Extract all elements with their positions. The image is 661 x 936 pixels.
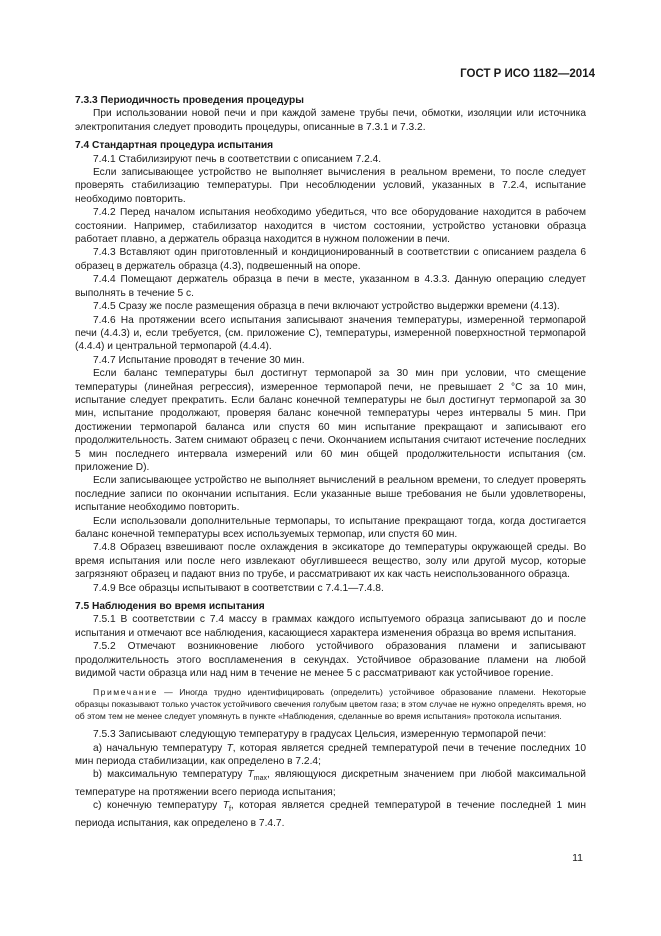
- heading-7-3-3: 7.3.3 Периодичность проведения процедуры: [75, 95, 304, 106]
- paragraph-7-4-3: 7.4.3 Вставляют один приготовленный и кондиционированный в соответствии с описанием раздела 6 образец в держатель образца (4.3), подвешенный на опоре.: [75, 247, 586, 272]
- document-header: ГОСТ Р ИСО 1182—2014: [460, 68, 595, 80]
- note: [75, 687, 586, 722]
- paragraph-7-4-9: 7.4.9 Все образцы испытывают в соответствии с 7.4.1—7.4.8.: [93, 582, 384, 594]
- item-b: [75, 768, 586, 799]
- item-c-sub: f: [228, 806, 231, 814]
- paragraph-7-3-3: При использовании новой печи и при каждой замене трубы печи, обмотки, изоляции или источника электропитания следует проводить процедуры, описанные в 7.3.1 и 7.3.2.: [75, 108, 586, 133]
- paragraph-7-4-7-b: Если баланс температуры был достигнут термопарой за 30 мин при условии, что смещение температуры (линейная регрессия), измеренное термопарой печи, не превышает 2 °С за 10 мин, испытание следует прекратить. Если баланс конечной температуры не был достигнут термопарой за 30 мин, испытание продолжают, проверяя баланс конечной температуры через интервалы 5 мин. При достижении термопарой баланса или спустя 60 мин испытание прекращают и записывают его продолжительность. Затем снимают образец с печи. Окончанием испытания считают истечение последних 5 мин последнего интервала измерений или 60 мин общей продолжительности испытания (см. приложение D).: [75, 368, 586, 473]
- item-c-pre: с) конечную температуру: [93, 800, 223, 812]
- note-text: — Иногда трудно идентифицировать (определить) устойчивое образование пламени. Некоторые образцы показывают только участок устойчивого свечения голубым цветом газа; в этом случае не нужно определять время, но об этом тем не менее следует упомянуть в пункте «Наблюдения, сделанные во время испытания» протокола испытания.: [75, 687, 586, 721]
- page-number: 11: [572, 852, 583, 864]
- paragraph-7-4-7: 7.4.7 Испытание проводят в течение 30 мин.: [93, 354, 305, 366]
- paragraph-7-4-6: 7.4.6 На протяжении всего испытания записывают значения температуры, измеренной термопарой печи (4.4.3) и, если требуется, (см. приложение С), температуры, измеренной поверхностной термопарой (4.4.4) и центральной термопарой (4.4.4).: [75, 314, 586, 353]
- item-a-post: , которая является средней температурой печи в течение последних 10 мин периода стабилизации, как определено в 7.2.4;: [75, 742, 586, 768]
- item-c: [75, 799, 586, 830]
- item-b-sub: max: [253, 775, 267, 783]
- item-a-pre: а) начальную температуру: [93, 742, 227, 754]
- paragraph-7-4-4: 7.4.4 Помещают держатель образца в печи в месте, указанном в 4.3.3. Данную операцию следует выполнять в течение 5 с.: [75, 274, 586, 299]
- item-b-pre: b) максимальную температуру: [93, 769, 248, 781]
- page-content: [75, 94, 586, 830]
- item-a: [75, 742, 586, 769]
- item-a-var: T: [226, 742, 233, 754]
- paragraph-7-4-5: 7.4.5 Сразу же после размещения образца в печи включают устройство выдержки времени (4.13).: [93, 301, 560, 313]
- heading-7-4: 7.4 Стандартная процедура испытания: [75, 140, 274, 152]
- paragraph-7-4-8: 7.4.8 Образец взвешивают после охлаждения в эксикаторе до температуры окружающей среды. Во время испытания или после него извлекают обуглившееся вещество, золу или другой мусор, которые загрязняют образец и падают вниз по трубе, и рассматривают их как часть неиспользованного образца.: [75, 542, 586, 581]
- item-b-post: , являющуюся дискретным значением при любой максимальной температуре на протяжении всего периода испытания;: [75, 769, 586, 798]
- item-b-var: T: [247, 769, 254, 781]
- paragraph-7-4-1: 7.4.1 Стабилизируют печь в соответствии с описанием 7.2.4.: [93, 153, 382, 165]
- paragraph-7-4-2: 7.4.2 Перед началом испытания необходимо убедиться, что все оборудование находится в рабочем состоянии. Например, стабилизатор находится в чистом состоянии, устройство установки образца работает плавно, а держатель образца находится в нужном положении в печи.: [75, 207, 586, 246]
- paragraph-7-4-1-b: Если записывающее устройство не выполняет вычисления в реальном времени, то после следует проверять стабилизацию температуры. При несоблюдении условий, указанных в 7.2.4, испытание необходимо повторить.: [75, 167, 586, 205]
- item-c-post: , которая является средней температурой в течение последней 1 мин периода испытания, как определено в 7.4.7.: [75, 800, 586, 829]
- paragraph-7-5-1: 7.5.1 В соответствии с 7.4 массу в граммах каждого испытуемого образца записывают до и после испытания и отмечают все наблюдения, касающиеся характера изменения образца во время испытания.: [75, 614, 586, 639]
- paragraph-7-5-3: 7.5.3 Записывают следующую температуру в градусах Цельсия, измеренную термопарой печи:: [93, 729, 547, 741]
- item-c-var: T: [222, 800, 229, 812]
- heading-7-5: 7.5 Наблюдения во время испытания: [75, 601, 265, 613]
- paragraph-7-4-7-d: Если использовали дополнительные термопары, то испытание прекращают тогда, когда достигается баланс конечной температуры всех используемых термопар, или спустя 60 мин.: [75, 515, 586, 540]
- paragraph-7-5-2: 7.5.2 Отмечают возникновение любого устойчивого образования пламени и записывают продолжительность этого воспламенения в секундах. Устойчивое образование пламени на любой видимой части образца или над ним в течение не менее 5 с рассматривают как устойчивое горение.: [75, 641, 586, 680]
- note-label: Примечание: [93, 687, 158, 698]
- paragraph-7-4-7-c: Если записывающее устройство не выполняет вычислений в реальном времени, то следует проверять последние записи по окончании испытания. Если указанные выше требования не были удовлетворены, испытание необходимо повторить.: [75, 475, 586, 514]
